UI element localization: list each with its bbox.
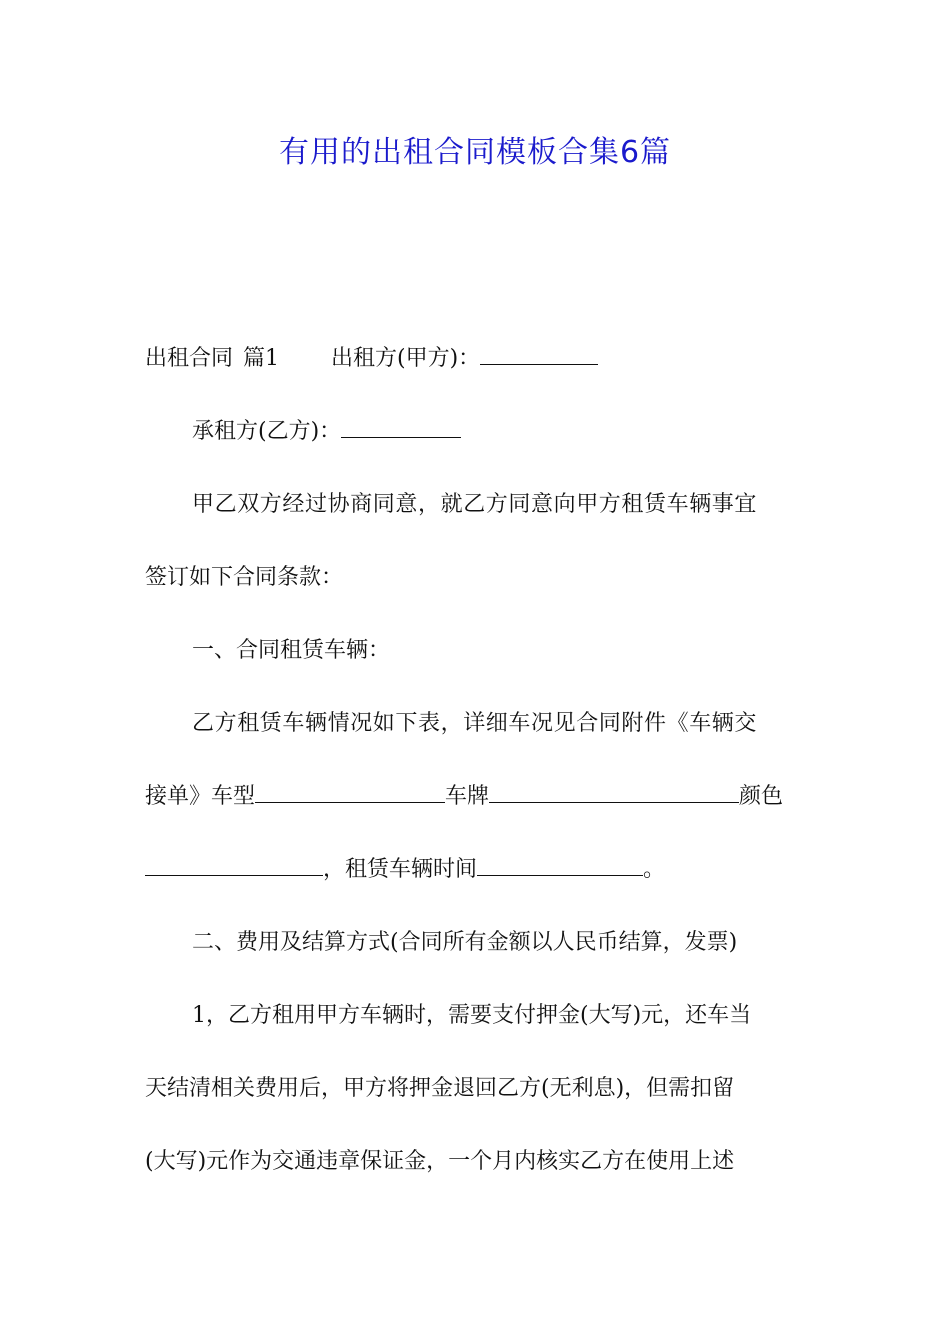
paragraph-text: 甲乙双方经过协商同意，就乙方同意向甲方租赁车辆事宜 bbox=[192, 492, 758, 517]
section-heading: 二、费用及结算方式(合同所有金额以人民币结算，发票) bbox=[192, 930, 738, 955]
text-line bbox=[145, 991, 810, 1064]
paragraph-text: ，租赁车辆时间 bbox=[323, 857, 478, 882]
text-line bbox=[145, 407, 810, 480]
document-body bbox=[145, 334, 810, 1210]
lessee-blank bbox=[341, 407, 461, 438]
rental-time-blank bbox=[477, 845, 643, 876]
text-line bbox=[145, 553, 810, 626]
paragraph-text: 天结清相关费用后，甲方将押金退回乙方(无利息)，但需扣留 bbox=[145, 1076, 735, 1101]
section-number: 篇1 bbox=[243, 346, 280, 371]
section-heading: 一、合同租赁车辆： bbox=[192, 638, 391, 663]
text-line bbox=[145, 699, 810, 772]
text-line bbox=[145, 334, 810, 407]
lessor-blank bbox=[480, 334, 598, 365]
lessee-label: 承租方(乙方)： bbox=[192, 419, 342, 444]
text-line bbox=[145, 1137, 810, 1210]
paragraph-text: 颜色 bbox=[739, 784, 784, 809]
text-line bbox=[145, 626, 810, 699]
document-title: 有用的出租合同模板合集6篇 bbox=[278, 135, 672, 170]
lessor-label: 出租方(甲方)： bbox=[331, 346, 481, 371]
paragraph-text: 乙方租赁车辆情况如下表，详细车况见合同附件《车辆交 bbox=[192, 711, 758, 736]
text-line bbox=[145, 772, 810, 845]
paragraph-text: 。 bbox=[643, 857, 666, 882]
text-line bbox=[145, 1064, 810, 1137]
paragraph-text: 1，乙方租用甲方车辆时，需要支付押金(大写)元，还车当 bbox=[192, 1003, 752, 1028]
plate-blank bbox=[489, 772, 739, 803]
car-model-blank bbox=[255, 772, 445, 803]
paragraph-text: (大写)元作为交通违章保证金，一个月内核实乙方在使用上述 bbox=[145, 1149, 735, 1174]
text-line bbox=[145, 480, 810, 553]
paragraph-text: 签订如下合同条款： bbox=[145, 565, 344, 590]
paragraph-text: 车牌 bbox=[445, 784, 490, 809]
text-line bbox=[145, 918, 810, 991]
contract-label: 出租合同 bbox=[145, 346, 234, 371]
text-line bbox=[145, 845, 810, 918]
paragraph-text: 接单》车型 bbox=[145, 784, 256, 809]
color-blank bbox=[145, 845, 323, 876]
